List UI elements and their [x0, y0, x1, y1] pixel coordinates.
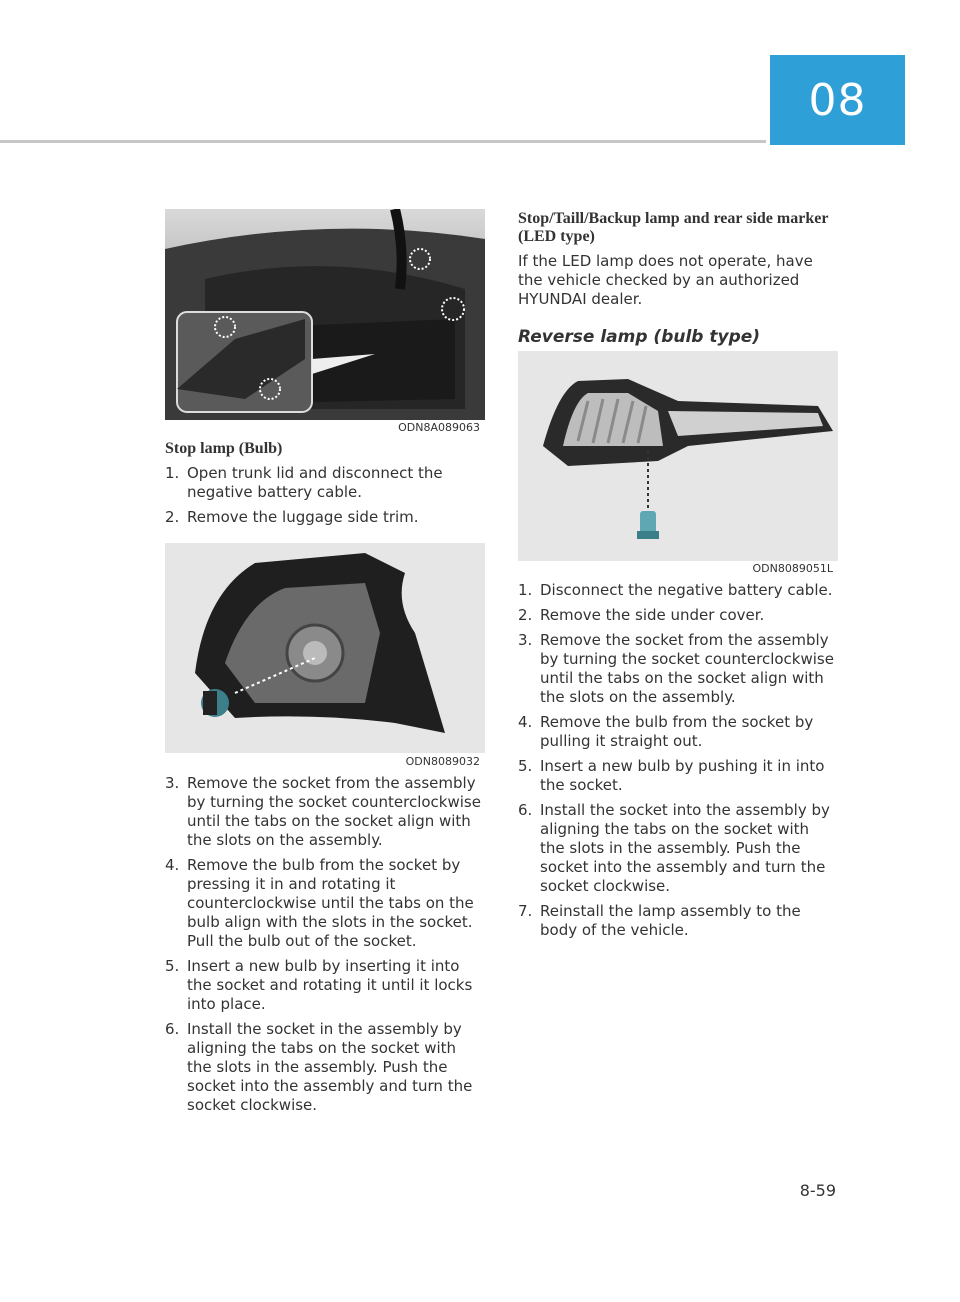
- list-item: 3. Remove the socket from the assembly by turning the socket counterclockwise until the tabs on the socket align with the slots on the assembly.: [165, 774, 481, 849]
- list-item: 2. Remove the side under cover.: [518, 606, 765, 624]
- page-number: 8-59: [799, 1181, 836, 1200]
- list-item: 7. Reinstall the lamp assembly to the body of the vehicle.: [518, 902, 801, 939]
- list-item: 6. Install the socket into the assembly by aligning the tabs on the socket with the slots in the assembly. Push the socket into the assembly and turn the socket clockwise.: [518, 801, 830, 895]
- stop-lamp-illustration: [165, 543, 485, 753]
- chapter-number: 08: [808, 74, 867, 126]
- figure1-code: ODN8A089063: [398, 421, 480, 434]
- figure2-code: ODN8089032: [405, 755, 480, 768]
- stop-lamp-steps-b: [165, 774, 485, 1121]
- reverse-lamp-heading: Reverse lamp (bulb type): [518, 327, 761, 347]
- list-item: 6. Install the socket in the assembly by aligning the tabs on the socket with the slots in the assembly. Push the socket into the assembly and turn the socket clockwise.: [165, 1020, 473, 1114]
- list-item: 2. Remove the luggage side trim.: [165, 508, 419, 526]
- list-item: 5. Insert a new bulb by pushing it in into the socket.: [518, 757, 825, 794]
- stop-lamp-figure: [165, 543, 485, 753]
- chapter-tab: [770, 55, 905, 145]
- stop-lamp-steps-a: [165, 464, 485, 533]
- list-item: 5. Insert a new bulb by inserting it into the socket and rotating it until it locks into place.: [165, 957, 473, 1013]
- list-item: 4. Remove the bulb from the socket by pressing it in and rotating it counterclockwise until the tabs on the bulb align with the slots in the socket. Pull the bulb out of the socket.: [165, 856, 474, 950]
- trunk-figure: [165, 209, 485, 420]
- stop-lamp-heading: Stop lamp (Bulb): [165, 440, 283, 457]
- header-rule: [0, 140, 766, 143]
- figure3-code: ODN8089051L: [752, 562, 833, 575]
- led-lamp-text: If the LED lamp does not operate, have the vehicle checked by an authorized HYUNDAI dealer.: [518, 252, 813, 308]
- trunk-illustration: [165, 209, 485, 420]
- list-item: 1. Open trunk lid and disconnect the negative battery cable.: [165, 464, 443, 501]
- led-lamp-heading: Stop/Taill/Backup lamp and rear side marker (LED type): [518, 210, 829, 245]
- reverse-lamp-illustration: [518, 351, 838, 561]
- list-item: 4. Remove the bulb from the socket by pulling it straight out.: [518, 713, 814, 750]
- list-item: 3. Remove the socket from the assembly by turning the socket counterclockwise until the tabs on the socket align with the slots on the assembly.: [518, 631, 834, 706]
- reverse-lamp-figure: [518, 351, 838, 561]
- reverse-lamp-steps: [518, 581, 838, 946]
- list-item: 1. Disconnect the negative battery cable.: [518, 581, 833, 599]
